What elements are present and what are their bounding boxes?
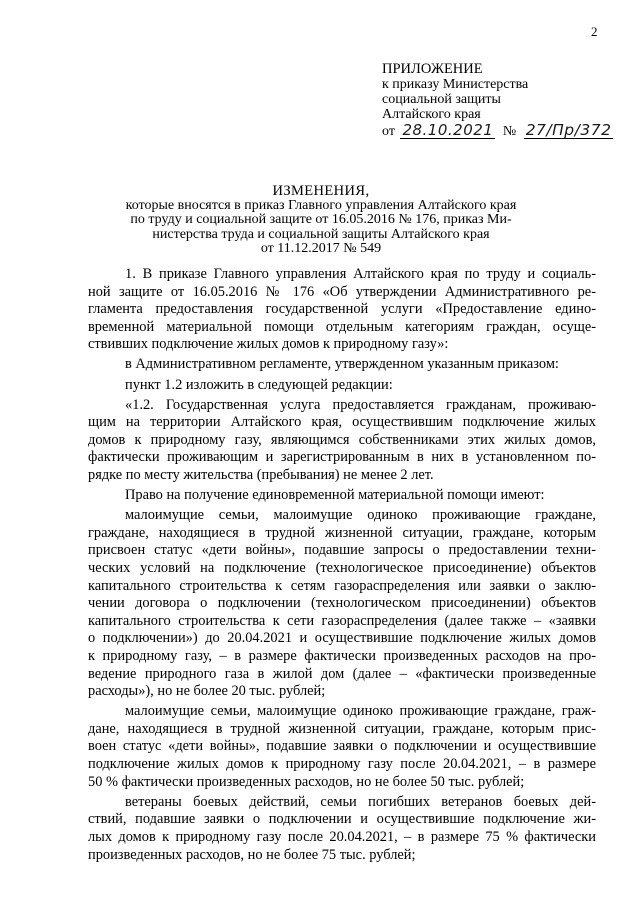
heading-line: которые вносятся в приказ Главного управления Алтайского края <box>125 197 517 213</box>
text-line: 50 % фактически произведенных расходов, но не более 50 тыс. рублей; <box>88 773 525 790</box>
text-line: к природному газу, – в размере фактически произведенных расходов на про- <box>88 647 596 664</box>
document-heading <box>96 184 546 257</box>
text-line: о подключении») до 20.04.2021 и осуществившие подключение жилых домов <box>88 630 596 647</box>
text-line: ствий, подавшие заявки о подключении и осуществившие подключение жи- <box>88 811 596 828</box>
appendix-line: социальной защиты <box>382 92 501 107</box>
text-line: ствивших подключение жилых домов к природному газу»: <box>88 336 449 353</box>
text-line: гламента предоставления государственной услуги «Предоставление едино- <box>88 301 596 318</box>
text-line: рядке по месту жительства (пребывания) не менее 2 лет. <box>88 467 434 484</box>
text-line: лых домов к природному газу после 20.04.2021, – в размере 75 % фактически <box>88 828 596 845</box>
paragraph-2 <box>88 356 596 374</box>
text-line: временной материальной помощи отдельным категориям граждан, осуще- <box>88 318 596 335</box>
paragraph-7 <box>88 703 596 791</box>
text-line: малоимущие семьи, малоимущие одиноко проживающие граждане, граж- <box>125 703 596 720</box>
text-line: граждане, находящиеся в трудной жизненной ситуации, граждане, которым <box>88 524 596 541</box>
text-line: расходы»), но не более 20 тыс. рублей; <box>88 683 326 700</box>
heading-line: по труду и социальной защите от 16.05.2016 № 176, приказ Ми- <box>130 212 512 227</box>
text-line: дане, находящиеся в трудной жизненной ситуации, граждане, которым прис- <box>88 720 596 737</box>
handwritten-number: 27/Пр/372 <box>525 121 612 139</box>
paragraph-3 <box>88 377 596 395</box>
text-line: присвоен статус «дети войны», подавшие запросы о предоставлении техни- <box>88 542 596 559</box>
text-line: чении договора о подключении (технологическом присоединении) объектов <box>88 595 596 612</box>
number-prefix: № <box>502 124 517 139</box>
appendix-date-line <box>382 122 632 139</box>
text-line: подключение жилых домов к природному газу после 20.04.2021, – в размере <box>88 756 596 773</box>
appendix-block <box>382 62 632 139</box>
paragraph-4 <box>88 397 596 485</box>
text-line: ветераны боевых действий, семьи погибших ветеранов боевых дей- <box>125 793 596 810</box>
text-line: малоимущие семьи, малоимущие одиноко проживающие граждане, <box>125 507 596 524</box>
heading-line: нистерства труда и социальной защиты Алтайского края <box>152 226 490 242</box>
appendix-line: к приказу Министерства <box>382 77 529 92</box>
appendix-title: ПРИЛОЖЕНИЕ <box>382 61 483 77</box>
appendix-line: Алтайского края <box>382 107 481 122</box>
text-line: фактически проживающим и зарегистрированным в них в установленном по- <box>88 449 596 466</box>
text-line: капитального строительства к сетям газораспределения или заявки о заклю- <box>88 577 596 594</box>
heading-title: ИЗМЕНЕНИЯ, <box>272 183 370 199</box>
text-line: пункт 1.2 изложить в следующей редакции: <box>125 376 393 393</box>
text-line: капитального строительства к сети газораспределения (далее также – «заявки <box>88 612 596 629</box>
heading-line: от 11.12.2017 № 549 <box>260 241 382 256</box>
text-line: «1.2. Государственная услуга предоставляется гражданам, проживаю- <box>125 396 596 413</box>
paragraph-8 <box>88 794 596 864</box>
handwritten-date: 28.10.2021 <box>402 121 494 139</box>
text-line: ведение природного газа в жилой дом (далее – «фактически произведенные <box>88 665 596 682</box>
page-number: 2 <box>591 24 598 39</box>
text-line: ной защите от 16.05.2016 № 176 «Об утверждении Административного ре- <box>88 283 596 300</box>
paragraph-5 <box>88 487 596 505</box>
text-line: ческих условий на подключение (технологическое присоединение) объектов <box>88 560 596 576</box>
date-prefix: от <box>382 124 395 139</box>
text-line: воен статус «дети войны», подавшие заявки о подключении и осуществившие <box>88 738 596 755</box>
text-line: произведенных расходов, но не более 75 тыс. рублей; <box>88 846 416 863</box>
document-body <box>88 266 596 867</box>
text-line: Право на получение единовременной материальной помощи имеют: <box>125 487 545 504</box>
text-line: домов к природному газу, являющимся собственниками этих жилых домов, <box>88 431 596 448</box>
text-line: щим на территории Алтайского края, осуществившим подключение жилых <box>88 414 596 431</box>
text-line: в Административном регламенте, утвержденном указанным приказом: <box>125 356 559 373</box>
text-line: 1. В приказе Главного управления Алтайского края по труду и социаль- <box>125 266 596 282</box>
paragraph-6 <box>88 507 596 701</box>
paragraph-1 <box>88 266 596 354</box>
